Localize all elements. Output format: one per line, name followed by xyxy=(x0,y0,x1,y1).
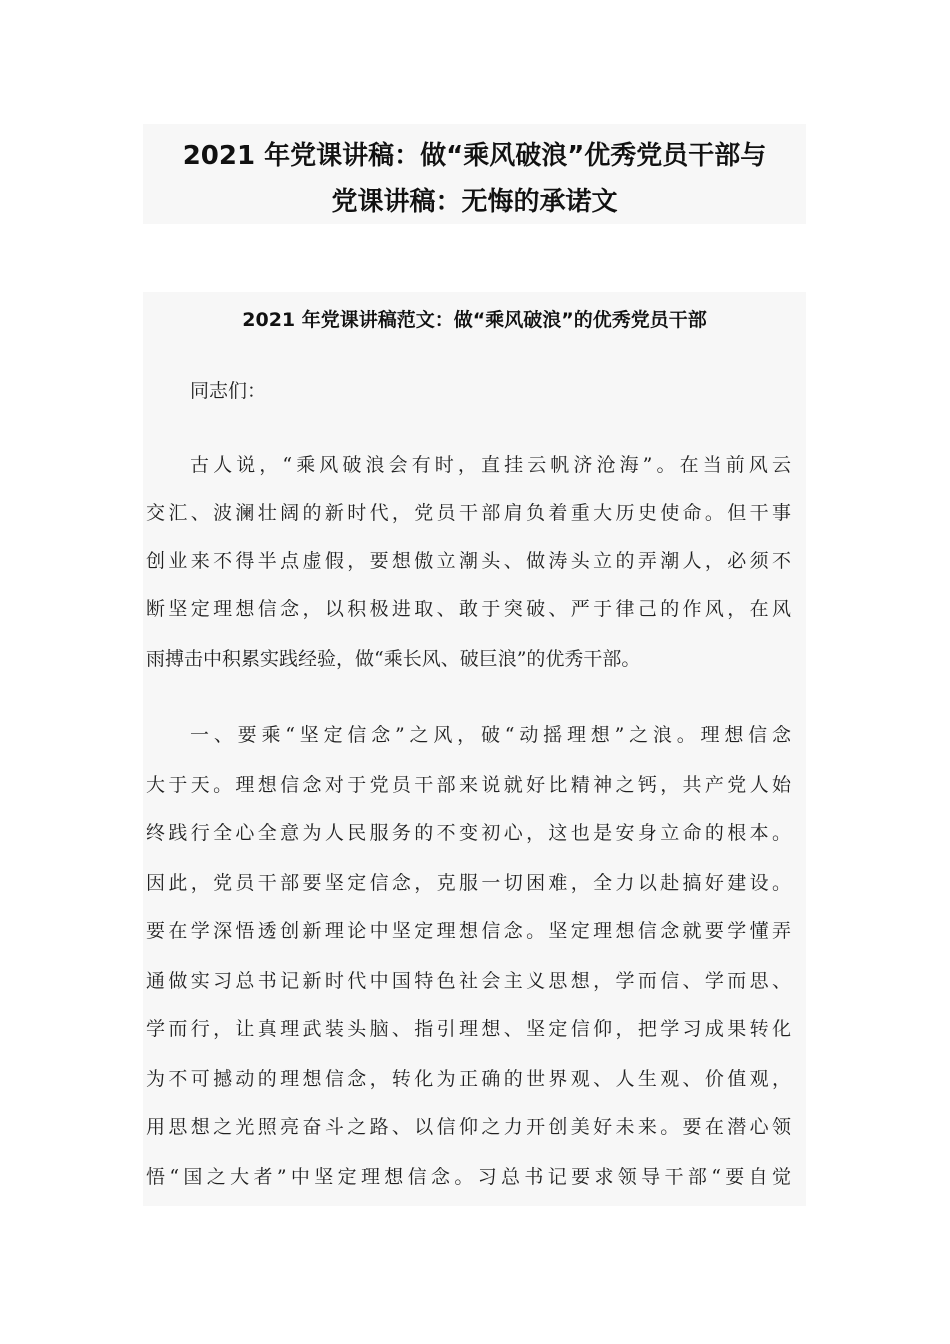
paragraph-line: 古人说，“乘风破浪会有时，直挂云帆济沧海”。在当前风云 xyxy=(190,454,791,476)
paragraph-line: 创业来不得半点虚假，要想傲立潮头、做涛头立的弄潮人，必须不 xyxy=(146,550,791,572)
salutation: 同志们： xyxy=(190,380,267,402)
paragraph-line: 因此，党员干部要坚定信念，克服一切困难，全力以赴搞好建设。 xyxy=(146,872,791,894)
paragraph-line: 终践行全心全意为人民服务的不变初心，这也是安身立命的根本。 xyxy=(146,822,791,844)
document-title-line-2: 党课讲稿：无悔的承诺文 xyxy=(331,187,618,217)
paragraph-line: 一、要乘“坚定信念”之风，破“动摇理想”之浪。理想信念 xyxy=(190,724,791,746)
document-title-line-1: 2021 年党课讲稿：做“乘风破浪”优秀党员干部与 xyxy=(182,141,767,171)
paragraph-line: 用思想之光照亮奋斗之路、以信仰之力开创美好未来。要在潜心领 xyxy=(146,1116,791,1138)
paragraph-line: 要在学深悟透创新理论中坚定理想信念。坚定理想信念就要学懂弄 xyxy=(146,920,791,942)
paragraph-line: 悟“国之大者”中坚定理想信念。习总书记要求领导干部“要自觉 xyxy=(146,1166,791,1188)
section-subtitle: 2021 年党课讲稿范文：做“乘风破浪”的优秀党员干部 xyxy=(242,309,707,331)
paragraph-line: 交汇、波澜壮阔的新时代，党员干部肩负着重大历史使命。但干事 xyxy=(146,502,791,524)
document-title-block xyxy=(143,124,806,224)
paragraph-line: 大于天。理想信念对于党员干部来说就好比精神之钙，共产党人始 xyxy=(146,774,791,796)
paragraph-line: 学而行，让真理武装头脑、指引理想、坚定信仰，把学习成果转化 xyxy=(146,1018,791,1040)
paragraph-line: 断坚定理想信念，以积极进取、敢于突破、严于律己的作风，在风 xyxy=(146,598,791,620)
paragraph-line: 为不可撼动的理想信念，转化为正确的世界观、人生观、价值观， xyxy=(146,1068,791,1090)
paragraph-line: 雨搏击中积累实践经验，做“乘长风、破巨浪”的优秀干部。 xyxy=(146,648,641,670)
paragraph-line: 通做实习总书记新时代中国特色社会主义思想，学而信、学而思、 xyxy=(146,970,791,992)
document-body xyxy=(143,292,806,1206)
